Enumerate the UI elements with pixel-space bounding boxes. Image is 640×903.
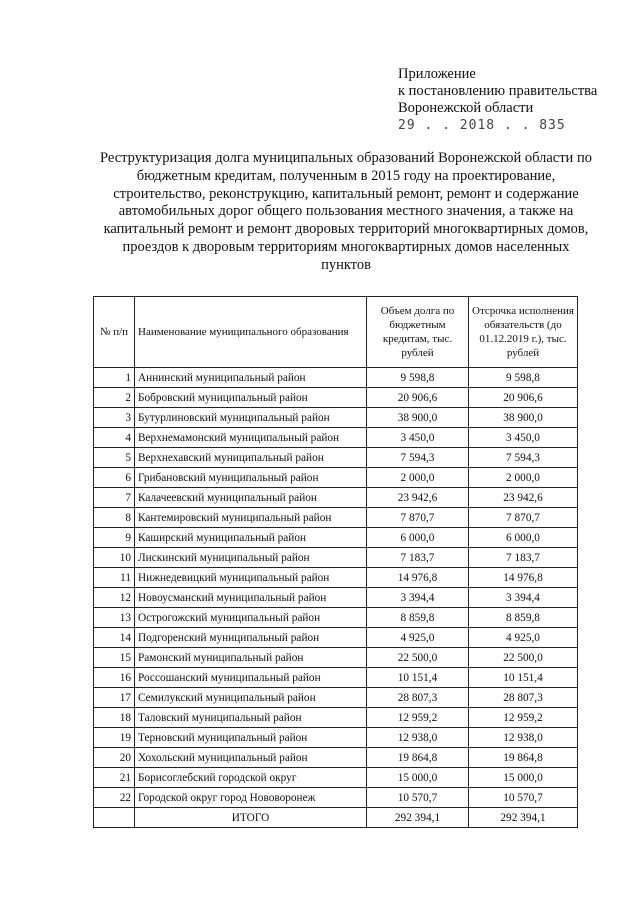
header-deferral: Отсрочка исполнения обязательств (до 01.12.2019 г.), тыс. рублей — [469, 297, 578, 368]
total-label: ИТОГО — [135, 808, 367, 828]
row-debt: 22 500,0 — [367, 648, 469, 668]
row-deferral: 3 394,4 — [469, 588, 578, 608]
row-debt: 23 942,6 — [367, 488, 469, 508]
table-row — [94, 508, 578, 528]
row-deferral: 15 000,0 — [469, 768, 578, 788]
table-row — [94, 688, 578, 708]
row-name: Аннинский муниципальный район — [135, 368, 367, 388]
debt-table — [93, 296, 578, 828]
row-debt: 20 906,6 — [367, 388, 469, 408]
row-debt: 3 394,4 — [367, 588, 469, 608]
row-name: Острогожский муниципальный район — [135, 608, 367, 628]
row-debt: 38 900,0 — [367, 408, 469, 428]
row-name: Рамонский муниципальный район — [135, 648, 367, 668]
row-debt: 2 000,0 — [367, 468, 469, 488]
row-name: Таловский муниципальный район — [135, 708, 367, 728]
row-debt: 15 000,0 — [367, 768, 469, 788]
total-deferral: 292 394,1 — [469, 808, 578, 828]
appendix-line-1: Приложение — [398, 66, 476, 82]
row-num: 7 — [94, 488, 135, 508]
row-name: Грибановский муниципальный район — [135, 468, 367, 488]
table-row — [94, 548, 578, 568]
header-debt: Объем долга по бюджетным кредитам, тыс. рублей — [367, 297, 469, 368]
table-row — [94, 588, 578, 608]
row-name: Терновский муниципальный район — [135, 728, 367, 748]
row-deferral: 7 183,7 — [469, 548, 578, 568]
table-row — [94, 648, 578, 668]
row-deferral: 4 925,0 — [469, 628, 578, 648]
row-num: 12 — [94, 588, 135, 608]
table-row — [94, 568, 578, 588]
table-row — [94, 668, 578, 688]
row-name: Бутурлиновский муниципальный район — [135, 408, 367, 428]
document-title: Реструктуризация долга муниципальных образований Воронежской области по бюджетным кредитам, полученным в 2015 году на проектирование, строительство, реконструкцию, капитальный ремонт, ремонт и содержание автомобильных дорог общего пользования местного значения, а также на капитальный ремонт и ремонт дворовых территорий многоквартирных домов, проездов к дворовым территориям многоквартирных домов населенных пунктов — [100, 150, 592, 273]
row-num: 3 — [94, 408, 135, 428]
row-debt: 28 807,3 — [367, 688, 469, 708]
table-row — [94, 388, 578, 408]
row-num: 19 — [94, 728, 135, 748]
row-num: 21 — [94, 768, 135, 788]
row-debt: 14 976,8 — [367, 568, 469, 588]
appendix-block — [398, 66, 597, 134]
appendix-line-3: Воронежской области — [398, 100, 534, 116]
table-row — [94, 708, 578, 728]
table-row — [94, 368, 578, 388]
row-name: Борисоглебский городской округ — [135, 768, 367, 788]
row-deferral: 2 000,0 — [469, 468, 578, 488]
table-row — [94, 428, 578, 448]
table-row — [94, 488, 578, 508]
table-row — [94, 608, 578, 628]
row-deferral: 12 959,2 — [469, 708, 578, 728]
row-num: 1 — [94, 368, 135, 388]
row-deferral: 7 870,7 — [469, 508, 578, 528]
row-num: 10 — [94, 548, 135, 568]
row-deferral: 38 900,0 — [469, 408, 578, 428]
row-name: Новоусманский муниципальный район — [135, 588, 367, 608]
row-debt: 3 450,0 — [367, 428, 469, 448]
table-row — [94, 728, 578, 748]
row-name: Кантемировский муниципальный район — [135, 508, 367, 528]
table-body — [94, 368, 578, 808]
row-num: 14 — [94, 628, 135, 648]
total-num — [94, 808, 135, 828]
row-num: 16 — [94, 668, 135, 688]
row-num: 17 — [94, 688, 135, 708]
row-name: Городской округ город Нововоронеж — [135, 788, 367, 808]
row-name: Верхнехавский муниципальный район — [135, 448, 367, 468]
row-name: Семилукский муниципальный район — [135, 688, 367, 708]
table-row — [94, 528, 578, 548]
row-deferral: 6 000,0 — [469, 528, 578, 548]
row-debt: 7 594,3 — [367, 448, 469, 468]
total-debt: 292 394,1 — [367, 808, 469, 828]
row-debt: 10 151,4 — [367, 668, 469, 688]
row-name: Россошанский муниципальный район — [135, 668, 367, 688]
row-name: Каширский муниципальный район — [135, 528, 367, 548]
row-debt: 12 938,0 — [367, 728, 469, 748]
row-num: 6 — [94, 468, 135, 488]
row-num: 22 — [94, 788, 135, 808]
row-num: 20 — [94, 748, 135, 768]
table-header-row — [94, 297, 578, 368]
table-row — [94, 408, 578, 428]
row-debt: 19 864,8 — [367, 748, 469, 768]
table-row — [94, 748, 578, 768]
row-debt: 7 183,7 — [367, 548, 469, 568]
row-name: Калачеевский муниципальный район — [135, 488, 367, 508]
row-debt: 12 959,2 — [367, 708, 469, 728]
row-num: 13 — [94, 608, 135, 628]
row-debt: 4 925,0 — [367, 628, 469, 648]
row-debt: 8 859,8 — [367, 608, 469, 628]
row-num: 11 — [94, 568, 135, 588]
table-row — [94, 448, 578, 468]
row-name: Подгоренский муниципальный район — [135, 628, 367, 648]
row-deferral: 12 938,0 — [469, 728, 578, 748]
row-name: Хохольский муниципальный район — [135, 748, 367, 768]
row-deferral: 3 450,0 — [469, 428, 578, 448]
row-deferral: 9 598,8 — [469, 368, 578, 388]
row-debt: 6 000,0 — [367, 528, 469, 548]
table-total-row — [94, 808, 578, 828]
row-num: 15 — [94, 648, 135, 668]
row-name: Лискинский муниципальный район — [135, 548, 367, 568]
row-deferral: 23 942,6 — [469, 488, 578, 508]
row-debt: 7 870,7 — [367, 508, 469, 528]
row-num: 2 — [94, 388, 135, 408]
row-num: 4 — [94, 428, 135, 448]
row-deferral: 10 151,4 — [469, 668, 578, 688]
row-deferral: 22 500,0 — [469, 648, 578, 668]
row-deferral: 10 570,7 — [469, 788, 578, 808]
row-name: Верхнемамонский муниципальный район — [135, 428, 367, 448]
appendix-line-2: к постановлению правительства — [398, 83, 598, 99]
table-row — [94, 628, 578, 648]
row-debt: 10 570,7 — [367, 788, 469, 808]
row-num: 9 — [94, 528, 135, 548]
header-name: Наименование муниципального образования — [135, 297, 367, 368]
row-debt: 9 598,8 — [367, 368, 469, 388]
appendix-date-number: 29 . . 2018 . . 835 — [398, 118, 566, 133]
row-deferral: 7 594,3 — [469, 448, 578, 468]
row-deferral: 20 906,6 — [469, 388, 578, 408]
table-row — [94, 468, 578, 488]
row-name: Нижнедевицкий муниципальный район — [135, 568, 367, 588]
row-deferral: 28 807,3 — [469, 688, 578, 708]
header-num: № п/п — [94, 297, 135, 368]
table-row — [94, 788, 578, 808]
table-row — [94, 768, 578, 788]
row-num: 18 — [94, 708, 135, 728]
row-deferral: 8 859,8 — [469, 608, 578, 628]
row-name: Бобровский муниципальный район — [135, 388, 367, 408]
row-num: 8 — [94, 508, 135, 528]
row-num: 5 — [94, 448, 135, 468]
row-deferral: 19 864,8 — [469, 748, 578, 768]
row-deferral: 14 976,8 — [469, 568, 578, 588]
